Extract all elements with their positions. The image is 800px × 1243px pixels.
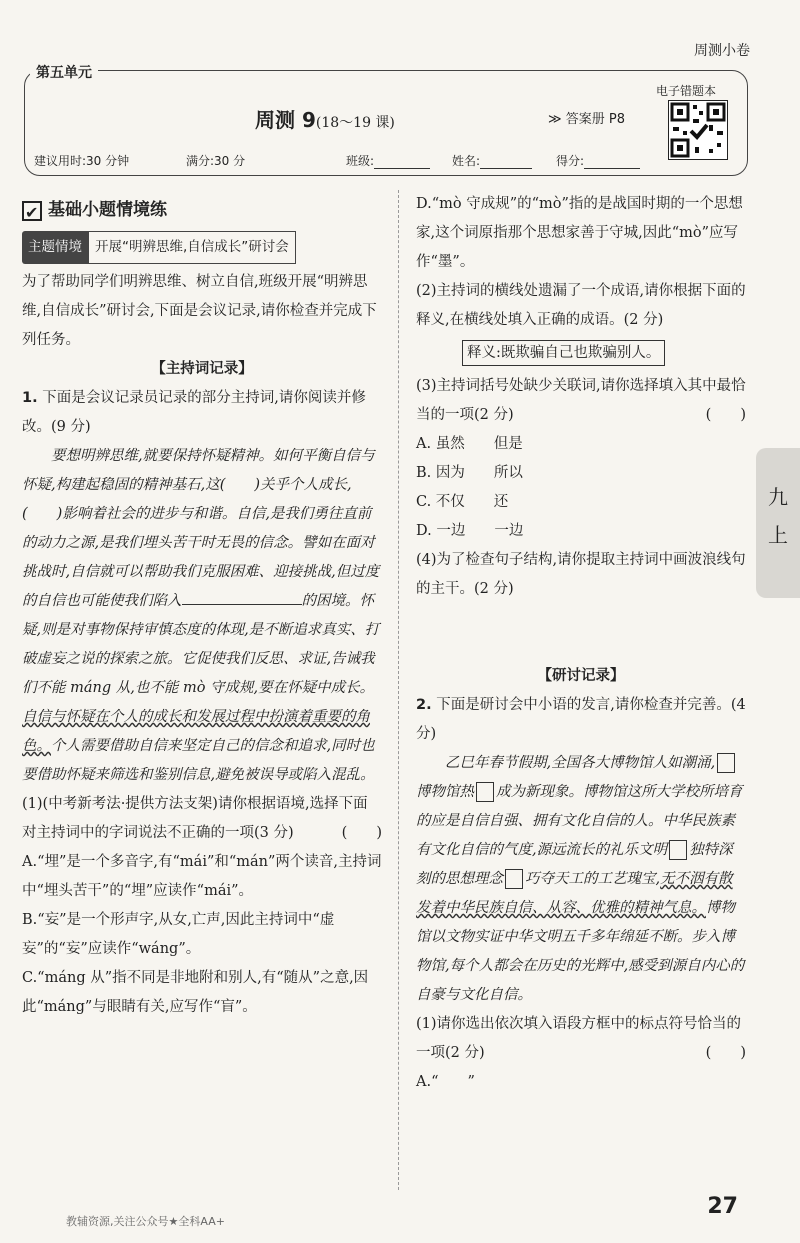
idiom-blank[interactable] [182, 590, 302, 605]
passage-2 [416, 749, 746, 1010]
footer-note: 教辅资源,关注公众号★全科AA+ [66, 1215, 225, 1228]
choice-d: D. 一边 一边 [416, 523, 524, 539]
error-book-label: 电子错题本 [656, 84, 717, 98]
punct-box-2[interactable] [476, 782, 494, 802]
score-blank[interactable] [584, 156, 640, 169]
q2-number: 2. [416, 697, 432, 713]
punct-box-4[interactable] [505, 869, 523, 889]
punct-box-1[interactable] [717, 753, 735, 773]
q2-sub1 [416, 1010, 746, 1068]
score-label: 得分: [556, 154, 585, 168]
q1-sub1 [22, 790, 382, 848]
name-blank[interactable] [480, 156, 532, 169]
p2-part-a: 乙巳年春节假期,全国各大博物馆人如潮涌, [445, 755, 716, 771]
class-field[interactable] [346, 152, 430, 169]
grade-char-2: 上 [768, 523, 788, 547]
answer-paren-3[interactable]: ( ) [705, 1045, 746, 1061]
question-1 [22, 384, 382, 442]
option-a: A.“埋”是一个多音字,有“mái”和“mán”两个读音,主持词中“埋头苦干”的“埋”应读作“mái”。 [22, 854, 382, 899]
q1-text: 下面是会议记录员记录的部分主持词,请你阅读并修改。(9 分) [22, 390, 366, 435]
class-label: 班级: [346, 154, 375, 168]
theme-tag: 主题情境 [22, 231, 88, 264]
answer-paren[interactable]: ( ) [341, 825, 382, 841]
q1-sub3-text: (3)主持词括号处缺少关联词,请你选择填入其中最恰当的一项(2 分) [416, 378, 746, 423]
q1-sub2: (2)主持词的横线处遗漏了一个成语,请你根据下面的释义,在横线处填入正确的成语。(2 分) [416, 283, 746, 328]
intro-text: 为了帮助同学们明辨思维、树立自信,班级开展“明辨思维,自信成长”研讨会,下面是会议记录,请你检查并完成下列任务。 [22, 274, 377, 348]
answer-paren-2[interactable]: ( ) [705, 407, 746, 423]
suggested-time: 建议用时:30 分钟 [34, 154, 130, 168]
choice-a: A. 虽然 但是 [416, 436, 523, 452]
q1-sub3 [416, 372, 746, 430]
full-score: 满分:30 分 [186, 154, 246, 168]
definition-box-row [416, 339, 746, 368]
q1-sub1-text: (1)(中考新考法·提供方法支架)请你根据语境,选择下面对主持词中的字词说法不正确的一项(3 分) [22, 796, 368, 841]
p2-part-f: 博物馆以文物实证中华文明五千多年绵延不断。步入博物馆,每个人都会在历史的光辉中,感受到源自内心的自豪与文化自信。 [416, 900, 745, 1003]
p2-part-b: 博物馆热 [416, 784, 474, 800]
passage-part-b: 的困境。怀疑,则是对事物保持审慎态度的体现,是不断追求真实、打破虚妄之说的探索之旅。它促使我们反思、求证,告诫我们不能 máng 从,也不能 mò 守成规,要在怀疑中成长。 [22, 593, 380, 696]
name-field[interactable] [452, 152, 532, 169]
q1-sub4: (4)为了检查句子结构,请你提取主持词中画波浪线句的主干。(2 分) [416, 552, 746, 597]
left-column [22, 196, 382, 1022]
right-column [416, 190, 746, 1097]
answer-space[interactable] [416, 604, 746, 662]
test-title-sub: (18～19 课) [315, 115, 395, 131]
q2-text: 下面是研讨会中小语的发言,请你检查并完善。(4 分) [416, 697, 746, 742]
theme-banner [22, 231, 382, 264]
passage-part-a: 要想明辨思维,就要保持怀疑精神。如何平衡自信与怀疑,构建起稳固的精神基石,这( )关乎个人成长,( )影响着社会的进步与和谐。自信,是我们勇往直前的动力之源,是我们埋头苦干时无畏的信念。譬如在面对挑战时,自信就可以帮助我们克服困难、迎接挑战,但过度的自信也可能使我们陷入 [22, 448, 380, 609]
p2-part-e: 巧夺天工的工艺瑰宝, [525, 871, 661, 887]
q1-number: 1. [22, 390, 38, 406]
q2-option-a: A.“ ” [416, 1074, 475, 1090]
p2-wavy: 无不洇有散发着中华民族自信、从容、优雅的精神气息。 [416, 871, 733, 916]
name-label: 姓名: [452, 154, 481, 168]
option-c: C.“máng 从”指不同是非地附和别人,有“随从”之意,因此“máng”与眼睛有关,应写作“盲”。 [22, 970, 369, 1015]
score-field[interactable] [556, 152, 640, 169]
grade-sidebar [756, 448, 800, 598]
question-2 [416, 691, 746, 749]
choice-b: B. 因为 所以 [416, 465, 523, 481]
column-divider [398, 190, 399, 1190]
q2-sub1-text: (1)请你选出依次填入语段方框中的标点符号恰当的一项(2 分) [416, 1016, 742, 1061]
checkbox-icon [22, 201, 42, 221]
punct-box-3[interactable] [669, 840, 687, 860]
class-blank[interactable] [374, 156, 430, 169]
page-number: 27 [707, 1194, 738, 1219]
p2-part-d: 独特深刻的思想理念 [416, 842, 733, 887]
qr-code-icon[interactable] [668, 100, 728, 160]
test-title-main: 周测 9 [255, 108, 316, 132]
section-title [22, 196, 382, 225]
host-heading: 【主持词记录】 [151, 361, 253, 377]
wavy-sentence: 自信与怀疑在个人的成长和发展过程中扮演着重要的角色。 [22, 709, 370, 754]
discussion-heading: 【研讨记录】 [537, 668, 625, 684]
section-title-text: 基础小题情境练 [48, 200, 167, 220]
answer-reference: ≫ 答案册 P8 [548, 112, 625, 127]
test-title [255, 104, 395, 133]
definition-box: 释义:既欺骗自己也欺骗别人。 [462, 340, 665, 366]
unit-label: 第五单元 [30, 62, 98, 82]
passage-part-c: 个人需要借助自信来坚定自己的信念和追求,同时也要借助怀疑来筛选和鉴别信息,避免被误导或陷入混乱。 [22, 738, 375, 783]
header-tag: 周测小卷 [694, 43, 750, 59]
choice-c: C. 不仅 还 [416, 494, 509, 510]
option-b: B.“妄”是一个形声字,从女,亡声,因此主持词中“虚妄”的“妄”应读作“wáng”。 [22, 912, 335, 957]
p2-part-c: 成为新现象。博物馆这所大学校所培育的应是自信自强、拥有文化自信的人。中华民族素有文化自信的气度,源远流长的礼乐文明 [416, 784, 743, 858]
grade-char-1: 九 [768, 485, 788, 509]
passage [22, 442, 382, 790]
theme-text: 开展“明辨思维,自信成长”研讨会 [88, 231, 296, 264]
option-d: D.“mò 守成规”的“mò”指的是战国时期的一个思想家,这个词原指那个思想家善于守城,因此“mò”应写作“墨”。 [416, 196, 743, 270]
